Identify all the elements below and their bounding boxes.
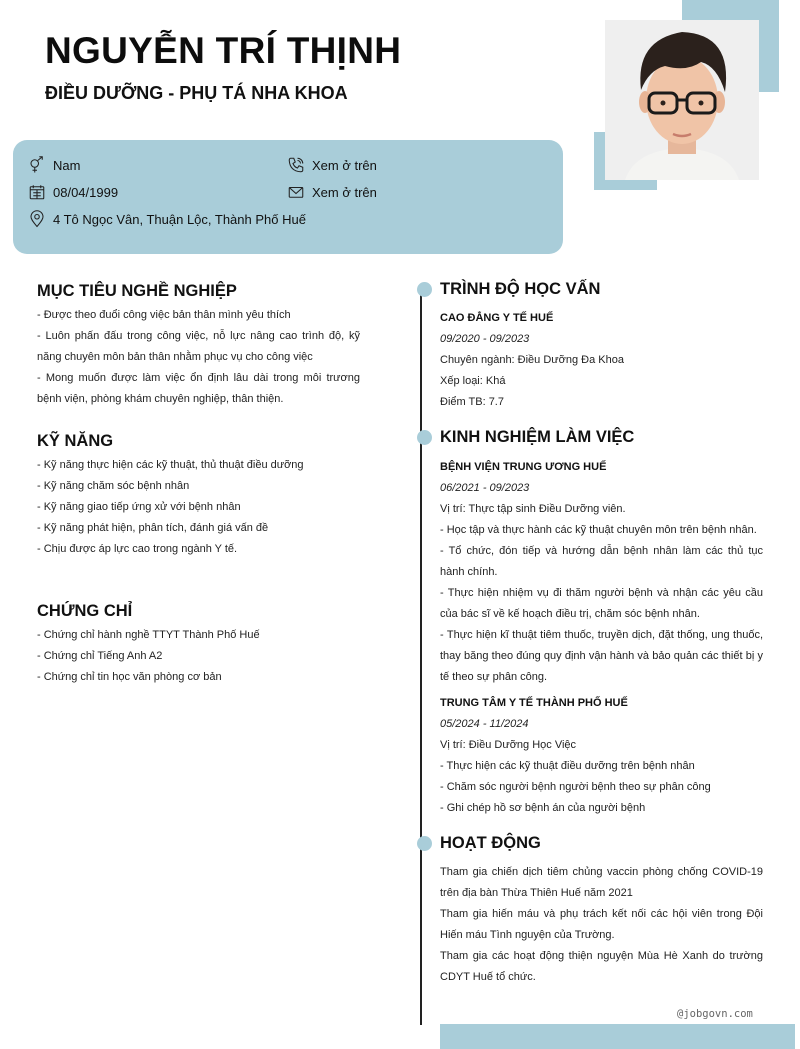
list-item: - Chứng chỉ tin học văn phòng cơ bản (37, 671, 222, 683)
list-item: - Chứng chỉ hành nghề TTYT Thành Phố Huế (37, 629, 260, 641)
decor-bar-bottom (440, 1024, 795, 1049)
experience-title: KINH NGHIỆM LÀM VIỆC (440, 428, 635, 446)
list-item: - Luôn phấn đấu trong công việc, nỗ lực nâng cao trình độ, kỹ năng chuyên môn bản thân nhằm phục vụ cho công việc (37, 330, 360, 363)
timeline-dot (417, 282, 432, 297)
candidate-name: NGUYỄN TRÍ THỊNH (45, 30, 402, 71)
education-line: Điểm TB: 7.7 (440, 396, 504, 408)
list-item: - Kỹ năng giao tiếp ứng xử với bệnh nhân (37, 501, 241, 513)
school-name: CAO ĐẲNG Y TẾ HUẾ (440, 312, 554, 324)
email-icon (287, 183, 305, 201)
education-entry (440, 308, 763, 413)
job-line: - Chăm sóc người bệnh người bệnh theo sự phân công (440, 781, 711, 793)
phone-value: Xem ở trên (312, 157, 377, 173)
skills-list (37, 455, 360, 560)
education-line: Chuyên ngành: Điều Dưỡng Đa Khoa (440, 354, 624, 366)
job-line: - Tổ chức, đón tiếp và hướng dẫn bệnh nhân làm các thủ tục hành chính. (440, 545, 763, 578)
timeline-dot (417, 836, 432, 851)
list-item: - Được theo đuổi công việc bản thân mình yêu thích (37, 309, 291, 321)
timeline-line (420, 290, 422, 1025)
list-item: - Kỹ năng thực hiện các kỹ thuật, thủ thuật điều dưỡng (37, 459, 304, 471)
job-line: - Ghi chép hồ sơ bệnh án của người bệnh (440, 802, 646, 814)
job-line: Vị trí: Thực tập sinh Điều Dưỡng viên. (440, 503, 626, 515)
activity-line: Tham gia các hoạt động thiện nguyện Mùa Hè Xanh do trường CDYT Huế tổ chức. (440, 950, 763, 983)
job-date: 05/2024 - 11/2024 (440, 718, 529, 730)
activity-line: Tham gia chiến dịch tiêm chủng vaccin phòng chống COVID-19 trên địa bàn Thừa Thiên Huế năm 2021 (440, 866, 763, 899)
company-name: TRUNG TÂM Y TẾ THÀNH PHỐ HUẾ (440, 697, 628, 709)
objective-list (37, 305, 360, 410)
job-date: 06/2021 - 09/2023 (440, 482, 530, 494)
list-item: - Kỹ năng phát hiện, phân tích, đánh giá vấn đề (37, 522, 269, 534)
gender-icon (28, 156, 46, 174)
skills-title: KỸ NĂNG (37, 432, 114, 450)
job-line: - Thực hiện kĩ thuật tiêm thuốc, truyền dịch, đặt thống, ung thuốc, thay băng theo đúng quy định vận hành và bảo quản các thiết bị y tế theo sự phân công. (440, 629, 763, 683)
contact-email (287, 183, 377, 201)
gender-value: Nam (53, 157, 81, 173)
list-item: - Chứng chỉ Tiếng Anh A2 (37, 650, 163, 662)
birthday-value: 08/04/1999 (53, 184, 119, 200)
phone-icon (287, 156, 305, 174)
company-name: BỆNH VIỆN TRUNG ƯƠNG HUẾ (440, 461, 607, 473)
education-title: TRÌNH ĐỘ HỌC VẤN (440, 280, 601, 298)
activities-list (440, 862, 763, 988)
contact-address (28, 210, 306, 228)
list-item: - Kỹ năng chăm sóc bệnh nhân (37, 480, 190, 492)
list-item: - Chịu được áp lực cao trong ngành Y tế. (37, 543, 238, 555)
profile-photo (605, 20, 759, 180)
objective-title: MỤC TIÊU NGHỀ NGHIỆP (37, 282, 237, 300)
contact-phone (287, 156, 377, 174)
certificates-title: CHỨNG CHỈ (37, 602, 133, 620)
contact-gender (28, 156, 80, 174)
contact-birthday (28, 183, 118, 201)
education-line: Xếp loại: Khá (440, 375, 506, 387)
education-date: 09/2020 - 09/2023 (440, 333, 530, 345)
calendar-icon (28, 183, 46, 201)
timeline-dot (417, 430, 432, 445)
list-item: - Mong muốn được làm việc ổn định lâu dài trong môi trương bệnh viện, phòng khám chuyên nghiệp, thân thiện. (37, 372, 360, 405)
location-icon (28, 210, 46, 228)
job-line: - Thực hiện các kỹ thuật điều dưỡng trên bệnh nhân (440, 760, 695, 772)
activities-title: HOẠT ĐỘNG (440, 834, 541, 852)
address-value: 4 Tô Ngọc Vân, Thuận Lộc, Thành Phố Huế (53, 211, 306, 227)
job-line: - Thực hiện nhiệm vụ đi thăm người bệnh và nhận các yêu cầu của bác sĩ về kế hoạch điều trị, chăm sóc bệnh nhân. (440, 587, 763, 620)
job-line: - Học tập và thực hành các kỹ thuật chuyên môn trên bệnh nhân. (440, 524, 757, 536)
candidate-role: ĐIỀU DƯỠNG - PHỤ TÁ NHA KHOA (45, 83, 348, 103)
watermark: @jobgovn.com (677, 1008, 753, 1020)
experience-entry (440, 693, 763, 819)
activity-line: Tham gia hiến máu và phụ trách kết nối các hội viên trong Đội Hiến máu Tình nguyện của Trường. (440, 908, 763, 941)
certificates-list (37, 625, 360, 688)
job-line: Vị trí: Điều Dưỡng Học Việc (440, 739, 577, 751)
experience-entry (440, 457, 763, 688)
email-value: Xem ở trên (312, 184, 377, 200)
